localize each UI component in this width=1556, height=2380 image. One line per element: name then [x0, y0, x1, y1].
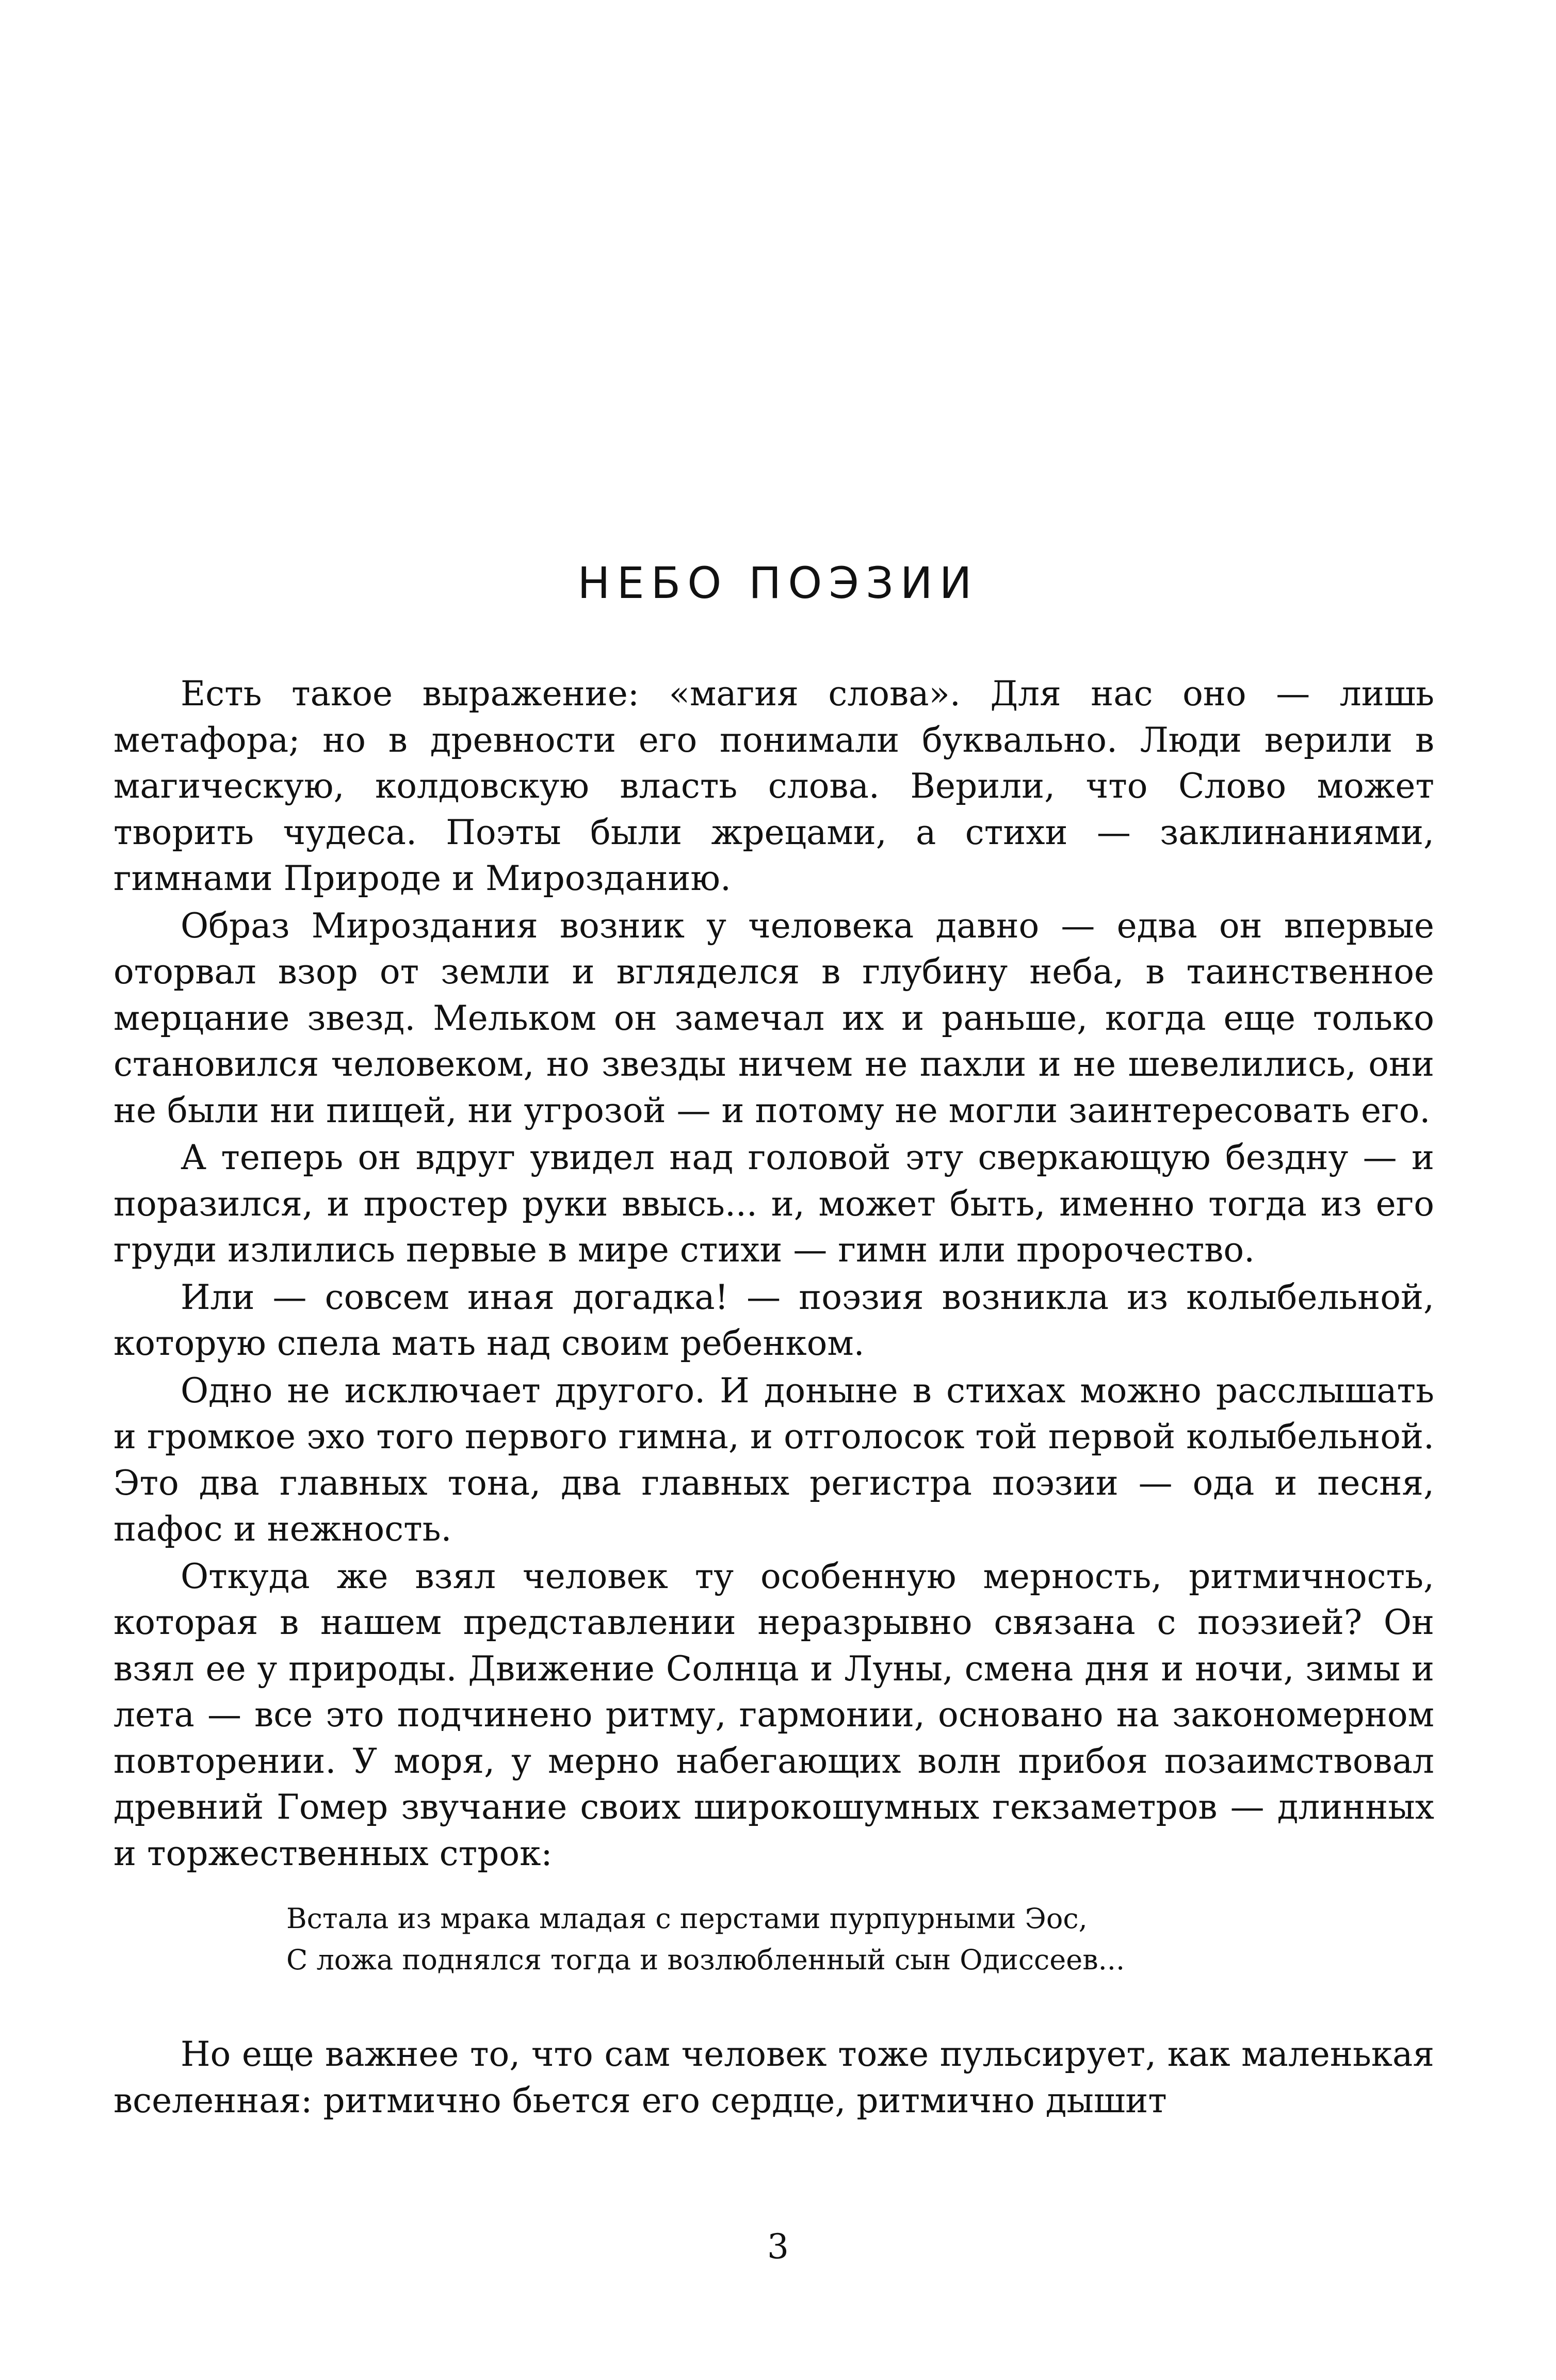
paragraph-6: Откуда же взял человек ту особенную мерность, ритмичность, которая в нашем представлении неразрывно связана с поэзией? Он взял ее у природы. Движение Солнца и Луны, смена дня и ночи, зимы и лета — все это подчинено ритму, гармонии, основано на закономерном повторении. У моря, у мерно набегающих волн прибоя позаимствовал древний Гомер звучание своих широкошумных гекзаметров — длинных и торжественных строк:: [114, 1556, 1434, 1873]
verse-line-2: С ложа поднялся тогда и возлюбленный сын Одиссеев...: [286, 1944, 1125, 1976]
chapter-title: НЕБО ПОЭЗИИ: [577, 558, 979, 608]
page-number: 3: [767, 2227, 789, 2266]
paragraph-4: Или — совсем иная догадка! — поэзия возникла из колыбельной, которую спела мать над своим ребенком.: [114, 1277, 1434, 1363]
paragraph-1: Есть такое выражение: «магия слова». Для нас оно — лишь метафора; но в древности его понимали буквально. Люди верили в магическую, колдовскую власть слова. Верили, что Слово может творить чудеса. Поэты были жрецами, а стихи — заклинаниями, гимнами Природе и Мирозданию.: [114, 674, 1434, 898]
paragraph-2: Образ Мироздания возник у человека давно — едва он впервые оторвал взор от земли и вгляделся в глубину неба, в таинственное мерцание звезд. Мельком он замечал их и раньше, когда еще только становился человеком, но звезды ничем не пахли и не шевелились, они не были ни пищей, ни угрозой — и потому не могли заинтересовать его.: [114, 905, 1434, 1130]
closing-paragraph: Но еще важнее то, что сам человек тоже пульсирует, как маленькая вселенная: ритмично бьется его сердце, ритмично дышит: [114, 2034, 1434, 2120]
paragraph-5: Одно не исключает другого. И доныне в стихах можно расслышать и громкое эхо того первого гимна, и отголосок той первой колыбельной. Это два главных тона, два главных регистра поэзии — ода и песня, пафос и нежность.: [114, 1370, 1434, 1549]
verse-quote: [286, 1898, 1434, 1981]
verse-line-1: Встала из мрака младая с перстами пурпурными Эос,: [286, 1902, 1088, 1935]
paragraph-3: А теперь он вдруг увидел над головой эту сверкающую бездну — и поразился, и простер руки ввысь... и, может быть, именно тогда из его груди излились первые в мире стихи — гимн или пророчество.: [114, 1138, 1434, 1270]
body-text: [114, 671, 1434, 2125]
